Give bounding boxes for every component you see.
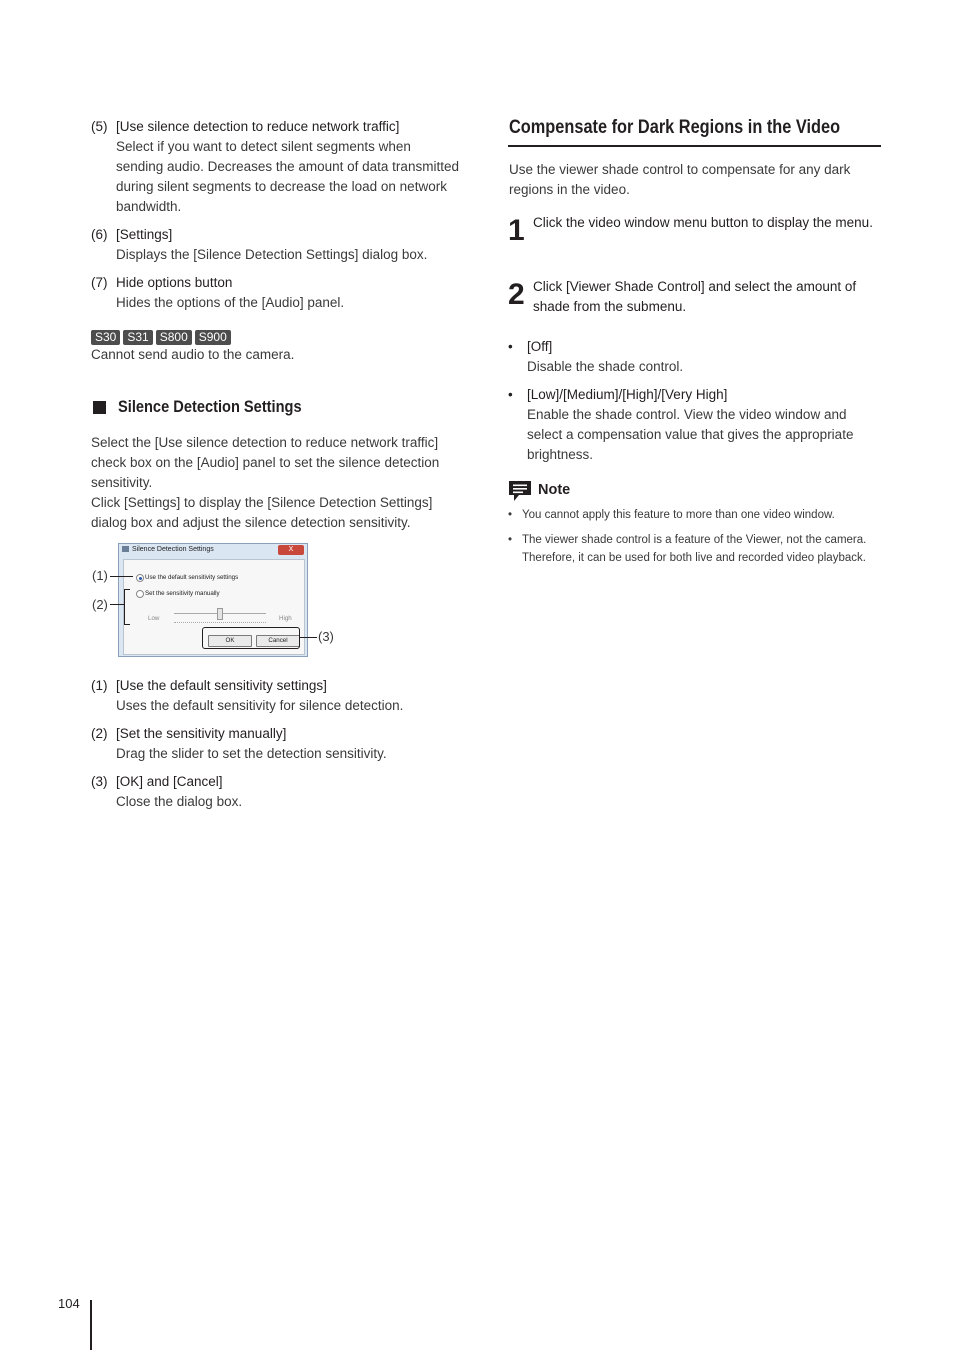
callout-2-bracket [124,589,130,625]
slider-ticks [174,622,266,624]
step-number: 1 [508,214,525,247]
section-body: Select the [Use silence detection to reduce network traffic] check box on the [Audio] panel to set the silence detection sensitivity. [91,435,440,490]
step-text: Click the video window menu button to display the menu. [533,215,873,230]
item-description: Close the dialog box. [116,794,243,809]
radio-manual [136,590,144,598]
bullet-heading: [Low]/[Medium]/[High]/[Very High] [527,387,728,402]
model-badge: S31 [123,330,152,345]
option-number: (5) [91,119,108,134]
option-description: Hides the options of the [Audio] panel. [116,295,345,310]
option-description: Displays the [Silence Detection Settings] dialog box. [116,247,428,262]
item-heading: [OK] and [Cancel] [116,774,223,789]
intro-text: Use the viewer shade control to compensate for any dark regions in the video. [509,162,851,197]
close-icon: X [278,545,304,555]
note-icon [508,480,532,502]
model-badge: S800 [156,330,192,345]
opt-default-label: Use the default sensitivity settings [145,574,239,581]
footer-rule [90,1300,92,1350]
section-title: Silence Detection Settings [118,397,302,416]
item-description: Drag the slider to set the detection sensitivity. [116,746,387,761]
option-number: (7) [91,275,108,290]
dialog-title [122,546,214,553]
item-number: (3) [91,774,108,789]
radio-default [136,574,144,582]
callout-2-line [110,604,124,605]
step-number: 2 [508,278,525,311]
item-description: Uses the default sensitivity for silence detection. [116,698,404,713]
option-description: Select if you want to detect silent segments when sending audio. Decreases the amount of data transmitted during silent segments to decrease the load on network bandwidth. [116,139,459,214]
page-title: Compensate for Dark Regions in the Video [509,117,841,138]
option-heading: [Settings] [116,227,173,242]
note-text: The viewer shade control is a feature of the Viewer, not the camera. Therefore, it can be used for both live and recorded video playback. [522,534,867,564]
item-number: (2) [91,726,108,741]
section-square-icon [93,401,106,414]
note-bullet: • [508,509,513,521]
slider-thumb [217,608,223,620]
callout-2: (2) [92,597,108,612]
item-heading: [Use the default sensitivity settings] [116,678,327,693]
bullet-dot: • [508,339,513,354]
note-bullet: • [508,534,513,546]
option-heading: [Use silence detection to reduce network traffic] [116,119,400,134]
page-number: 104 [58,1296,80,1311]
dialog-title-text: Silence Detection Settings [132,546,214,553]
model-badge: S30 [91,330,120,345]
callout-1-line [110,576,133,577]
window-icon [122,546,129,552]
callout-3-line [299,637,317,638]
model-note: Cannot send audio to the camera. [91,347,295,362]
callout-3: (3) [318,629,334,644]
note-text: You cannot apply this feature to more than one video window. [522,509,835,521]
bullet-heading: [Off] [527,339,553,354]
ok-button: OK [208,635,252,647]
cancel-button: Cancel [256,635,300,647]
opt-manual-label: Set the sensitivity manually [145,590,220,597]
option-heading: Hide options button [116,275,233,290]
callout-3-box [202,627,300,649]
bullet-dot: • [508,387,513,402]
model-badge: S900 [195,330,231,345]
bullet-description: Disable the shade control. [527,359,684,374]
section-body-2: Click [Settings] to display the [Silence Detection Settings] dialog box and adjust the silence detection sensitivity. [91,495,433,530]
slider-high-label: High [279,615,292,622]
note-label: Note [538,482,571,498]
item-number: (1) [91,678,108,693]
bullet-description: Enable the shade control. View the video window and select a compensation value that gives the appropriate brightness. [527,407,854,462]
slider-low-label: Low [148,615,160,622]
callout-1: (1) [92,568,108,583]
step-text: Click [Viewer Shade Control] and select the amount of shade from the submenu. [533,279,857,314]
title-rule [508,145,881,147]
model-badges [91,328,234,346]
option-number: (6) [91,227,108,242]
item-heading: [Set the sensitivity manually] [116,726,287,741]
